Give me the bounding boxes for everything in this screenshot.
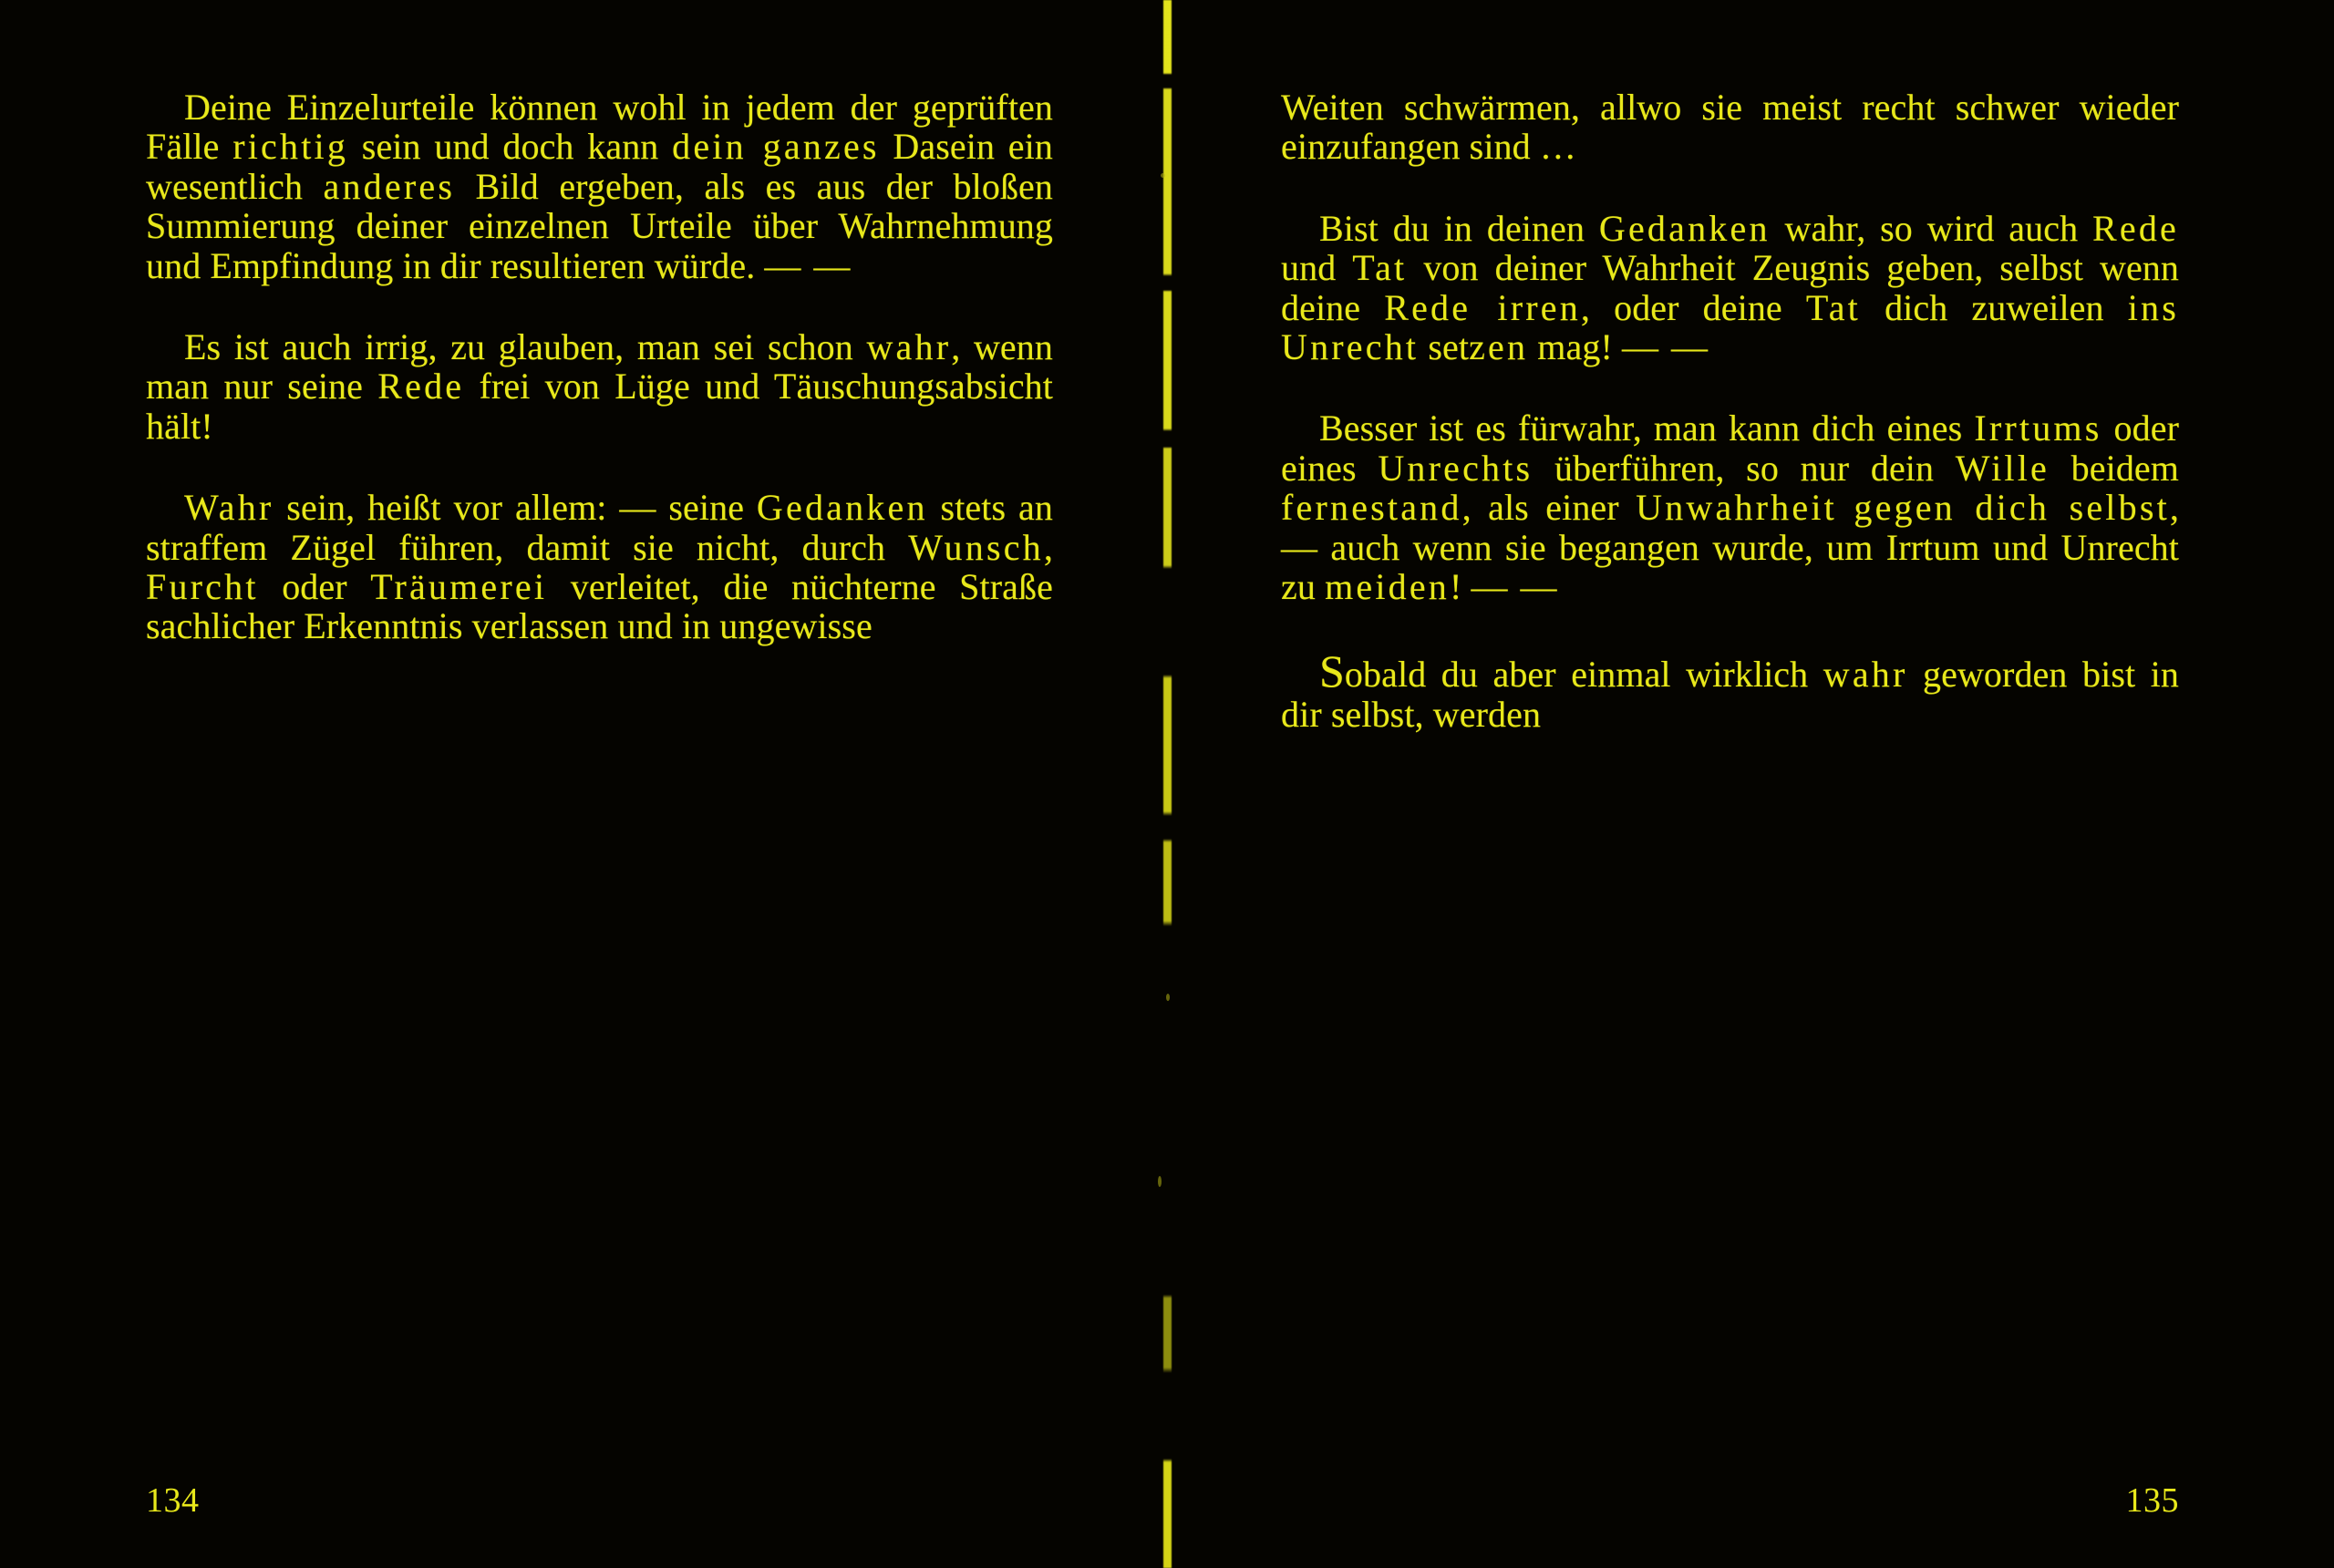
- right-page: [1181, 0, 2334, 1568]
- paragraph: Wahr sein, heißt vor allem: — seine Gedanken stets an straffem Zügel führen, damit sie nicht, durch Wunsch, Furcht oder Träumerei verleitet, die nüchterne Straße sachlicher Erkenntnis verlassen und in ungewisse: [146, 487, 1053, 647]
- left-page: [0, 0, 1153, 1568]
- paragraph: Sobald du aber einmal wirklich wahr geworden bist in dir selbst, werden: [1281, 645, 2179, 735]
- paragraph: Deine Einzelurteile können wohl in jedem der geprüften Fälle richtig sein und doch kann dein ganzes Dasein ein wesentlich anderes Bild ergeben, als es aus der bloßen Summierung deiner einzelnen Urteile über Wahrnehmung und Empfindung in dir resultieren würde. — —: [146, 87, 1054, 286]
- scan-speck: [1158, 1176, 1162, 1187]
- paragraph: Besser ist es fürwahr, man kann dich eines Irrtums oder eines Unrechts überführen, so nur dein Wille beidem fernestand, als einer Unwahrheit gegen dich selbst, — auch wenn sie begangen wurde, um Irrtum und Unrecht zu meiden! — —: [1281, 407, 2180, 607]
- scan-streak: [1163, 0, 1172, 1568]
- book-gutter: [1153, 0, 1181, 1568]
- paragraph: Bist du in deinen Gedanken wahr, so wird auch Rede und Tat von deiner Wahrheit Zeugnis geben, selbst wenn deine Rede irren, oder deine Tat dich zuweilen ins Unrecht setzen mag! — —: [1281, 207, 2180, 367]
- page-number-left: 134: [146, 1481, 200, 1520]
- page-number-right: 135: [2125, 1481, 2179, 1520]
- paragraph: Weiten schwärmen, allwo sie meist recht schwer wieder einzufangen sind …: [1281, 87, 2179, 168]
- paragraph: Es ist auch irrig, zu glauben, man sei schon wahr, wenn man nur seine Rede frei von Lüge und Täuschungsabsicht hält!: [146, 325, 1053, 447]
